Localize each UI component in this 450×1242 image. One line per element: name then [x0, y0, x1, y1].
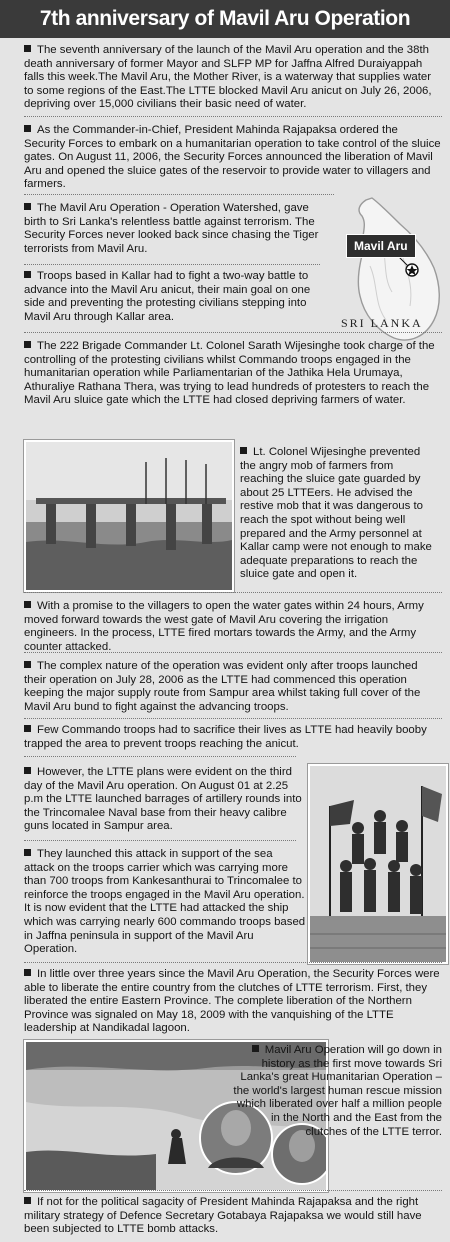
paragraph-3: The Mavil Aru Operation - Operation Watershed, gave birth to Sri Lanka's relentless battle against terrorism. The Security Forces never looked back since chasing the Tiger terrorists from Mavil Aru.	[24, 202, 319, 255]
bullet-icon	[24, 1197, 31, 1204]
bullet-icon	[24, 725, 31, 732]
divider	[24, 592, 442, 593]
bullet-icon	[24, 969, 31, 976]
paragraph-2: As the Commander-in-Chief, President Mahinda Rajapaksa ordered the Security Forces to embark on a humanitarian operation to take control of the sluice gates. On August 11, 2006, the Security Forces announced the liberation of Mavil Aru and opened the sluice gates of the reservoir to provide water to villagers and farmers.	[24, 124, 441, 191]
paragraph-14: If not for the political sagacity of President Mahinda Rajapaksa and the right military strategy of Defence Secretary Gotabaya Rajapaksa we would still have been subjected to LTTE bomb attacks.	[24, 1196, 422, 1236]
bullet-icon	[24, 45, 31, 52]
map-country-label: SRI LANKA	[341, 316, 423, 330]
bullet-icon	[24, 125, 31, 132]
divider	[24, 756, 296, 757]
paragraph-13: Mavil Aru Operation will go down in history as the first move towards Sri Lanka's great Humanitarian Operation – the world's largest human rescue mission which liberated over half a million people in the North and the East from the clutches of the LTTE terror.	[233, 1044, 442, 1138]
paragraph-8: The complex nature of the operation was evident only after troops launched their operation on July 28, 2006 as the LTTE had commenced this operation keeping the major supply route from Sampur area whilst taking full cover of the Mavil Aru bund to fight against the advancing troops.	[24, 660, 421, 713]
divider	[24, 264, 320, 265]
divider	[24, 332, 442, 333]
paragraph-9: Few Commando troops had to sacrifice their lives as LTTE had heavily booby trapped the area to prevent troops reaching the anicut.	[24, 724, 427, 750]
paragraph-5: The 222 Brigade Commander Lt. Colonel Sarath Wijesinghe took charge of the controlling of the protesting civilians whilst Commando troops engaged in the humanitarian operation while Parliamentarian of the Jathika Hela Urumaya, Athuraliye Rathana Thera, was trying to lead hundreds of protesters to reach the Mavil Aru sluice gate which the LTTE had closed depriving farmers of water.	[24, 340, 435, 407]
bullet-icon	[24, 203, 31, 210]
paragraph-4: Troops based in Kallar had to fight a two-way battle to advance into the Mavil Aru anicut, their main goal on one side and preventing the protesting civilians stepping into Mavil Aru through Kallar area.	[24, 270, 311, 323]
paragraph-1: The seventh anniversary of the launch of the Mavil Aru operation and the 38th death anniversary of former Mayor and SLFP MP for Jaffna Alfred Duraiyappah falls this week.The Mavil Aru, the Mother River, is a waterway that supplies water to some regions of the East.The LTTE blocked Mavil Aru anicut on July 26, 2006, depriving over 15,000 civilians their basic need of water.	[24, 44, 432, 111]
paragraph-6: Lt. Colonel Wijesinghe prevented the angry mob of farmers from reaching the sluice gate guarded by about 25 LTTEers. He advised the restive mob that it was dangerous to reach the spot without being well prepared and the Army personnel at Kallar camp were not enough to make adequate preparations to reach the sluice gate and open it.	[240, 446, 432, 581]
map-location-label: Mavil Aru	[346, 234, 416, 258]
paragraph-11: They launched this attack in support of the sea attack on the troops carrier which was carrying more than 700 troops from Kankesanthurai to Trincomalee to reinforce the troops engaged in the Mavil Aru operation. It is now evident that the LTTE had attacked the ship which was carrying nearly 600 commando troops based in Jaffna peninsula in support of the Mavil Aru Operation.	[24, 848, 306, 956]
divider	[24, 1190, 442, 1191]
paragraph-7: With a promise to the villagers to open the water gates within 24 hours, Army moved forward towards the west gate of Mavil Aru covering the irrigation engineers. In the process, LTTE fired mortars towards the Army, and the Army counter attacked.	[24, 600, 424, 653]
bullet-icon	[24, 661, 31, 668]
sluice-gate-photo	[24, 440, 234, 592]
bullet-icon	[252, 1045, 259, 1052]
troops-photo	[308, 764, 448, 964]
paragraph-10: However, the LTTE plans were evident on the third day of the Mavil Aru operation. On August 01 at 2.25 p.m the LTTE launched barrages of artillery rounds into the Trincomalee Naval base from their heavy calibre guns located in Sampur area.	[24, 766, 302, 833]
divider	[24, 718, 442, 719]
paragraph-12: In little over three years since the Mavil Aru Operation, the Security Forces were able to liberate the entire country from the clutches of LTTE terrorism. First, they liberated the entire Eastern Province. The complete liberation of the Northern Province was signaled on May 18, 2009 with the vanquishing of the LTTE leadership at Nandikadal lagoon.	[24, 968, 440, 1035]
bullet-icon	[24, 767, 31, 774]
bullet-icon	[24, 849, 31, 856]
divider	[24, 840, 296, 841]
divider	[24, 116, 442, 117]
divider	[24, 652, 442, 653]
bullet-icon	[24, 341, 31, 348]
bullet-icon	[24, 601, 31, 608]
divider	[24, 194, 334, 195]
bullet-icon	[240, 447, 247, 454]
divider	[24, 962, 442, 963]
bullet-icon	[24, 271, 31, 278]
page-title: 7th anniversary of Mavil Aru Operation	[0, 0, 450, 38]
